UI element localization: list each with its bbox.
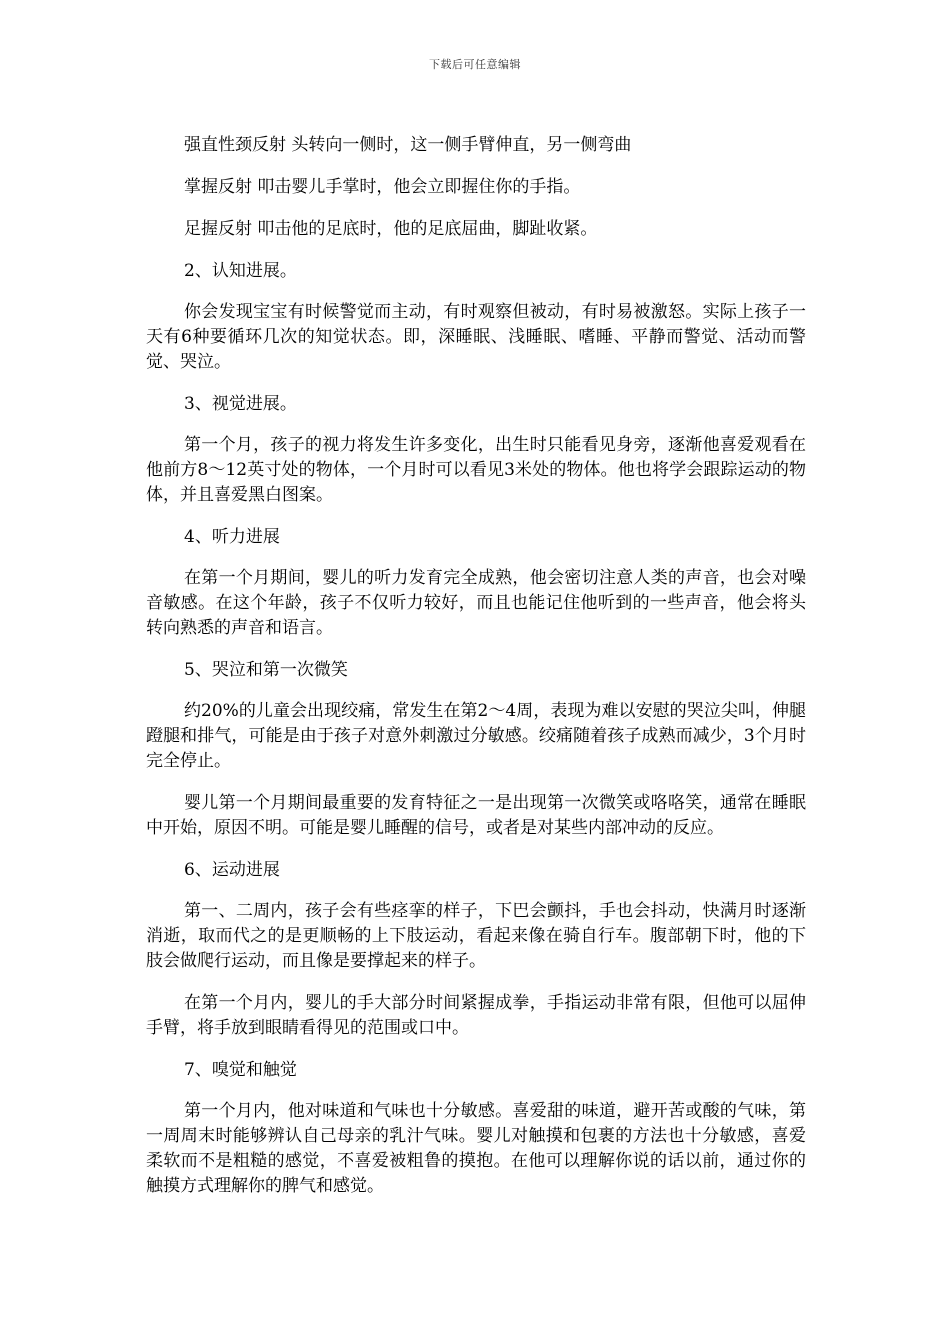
paragraph-reflex-palm: 掌握反射 叩击婴儿手掌时，他会立即握住你的手指。 xyxy=(184,177,581,197)
section-heading-smell-touch: 7、嗅觉和触觉 xyxy=(184,1060,297,1080)
paragraph-first-smile: 婴儿第一个月期间最重要的发育特征之一是出现第一次微笑或咯咯笑，通常在睡眠中开始，原因不明。可能是婴儿睡醒的信号，或者是对某些内部冲动的反应。 xyxy=(146,793,806,838)
section-heading-cognition: 2、认知进展。 xyxy=(184,261,297,281)
paragraph-cognition: 你会发现宝宝有时候警觉而主动，有时观察但被动，有时易被激怒。实际上孩子一天有6种要循环几次的知觉状态。即，深睡眠、浅睡眠、嗜睡、平静而警觉、活动而警觉、哭泣。 xyxy=(146,302,806,372)
paragraph-hearing: 在第一个月期间，婴儿的听力发育完全成熟，他会密切注意人类的声音，也会对噪音敏感。在这个年龄，孩子不仅听力较好，而且也能记住他听到的一些声音，他会将头转向熟悉的声音和语言。 xyxy=(146,568,806,638)
paragraph-reflex-foot: 足握反射 叩击他的足底时，他的足底屈曲，脚趾收紧。 xyxy=(184,219,598,239)
paragraph-vision: 第一个月，孩子的视力将发生许多变化，出生时只能看见身旁，逐渐他喜爱观看在他前方8～12英寸处的物体，一个月时可以看见3米处的物体。他也将学会跟踪运动的物体，并且喜爱黑白图案。 xyxy=(146,435,806,505)
section-heading-motor: 6、运动进展 xyxy=(184,860,280,880)
document-body xyxy=(146,133,806,1216)
section-heading-crying-smile: 5、哭泣和第一次微笑 xyxy=(184,660,348,680)
paragraph-colic: 约20%的儿童会出现绞痛，常发生在第2～4周，表现为难以安慰的哭泣尖叫，伸腿蹬腿和排气，可能是由于孩子对意外刺激过分敏感。绞痛随着孩子成熟而减少，3个月时完全停止。 xyxy=(146,701,806,771)
section-heading-hearing: 4、听力进展 xyxy=(184,527,280,547)
paragraph-smell-touch: 第一个月内，他对味道和气味也十分敏感。喜爱甜的味道，避开苦或酸的气味，第一周周末时能够辨认自己母亲的乳汁气味。婴儿对触摸和包裹的方法也十分敏感，喜爱柔软而不是粗糙的感觉，不喜爱被粗鲁的摸抱。在他可以理解你说的话以前，通过你的触摸方式理解你的脾气和感觉。 xyxy=(146,1101,806,1196)
section-heading-vision: 3、视觉进展。 xyxy=(184,394,297,414)
paragraph-motor-hands: 在第一个月内，婴儿的手大部分时间紧握成拳，手指运动非常有限，但他可以屈伸手臂，将手放到眼睛看得见的范围或口中。 xyxy=(146,993,806,1038)
paragraph-motor-limbs: 第一、二周内，孩子会有些痉挛的样子，下巴会颤抖，手也会抖动，快满月时逐渐消逝，取而代之的是更顺畅的上下肢运动，看起来像在骑自行车。腹部朝下时，他的下肢会做爬行运动，而且像是要撑起来的样子。 xyxy=(146,901,806,971)
paragraph-reflex-neck: 强直性颈反射 头转向一侧时，这一侧手臂伸直，另一侧弯曲 xyxy=(184,135,632,155)
page-header: 下载后可任意编辑 xyxy=(429,58,521,71)
